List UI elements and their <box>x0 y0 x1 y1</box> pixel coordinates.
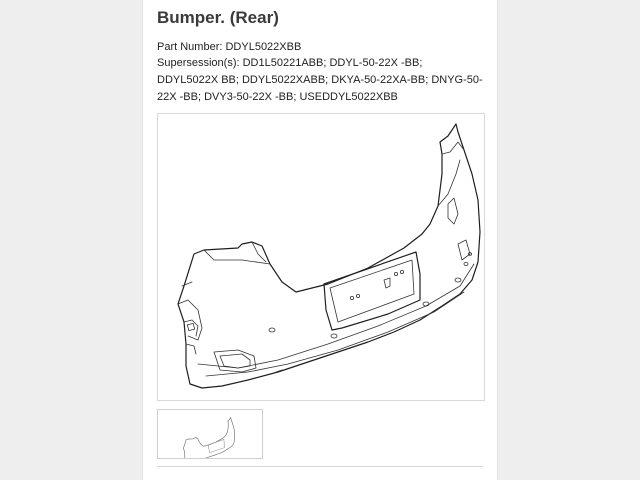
supersession-line <box>157 55 483 106</box>
main-product-image[interactable] <box>157 113 485 401</box>
supersession-values: DD1L50221ABB; DDYL-50-22X -BB; DDYL5022X BB; DDYL5022XABB; DKYA-50-22XA-BB; DNYG-50-22X -BB; DVY3-50-22X -BB; USEDDYL5022XBB <box>157 57 483 103</box>
supersession-label: Supersession(s): <box>157 57 240 69</box>
part-number-line <box>157 40 485 55</box>
part-number-value: DDYL5022XBB <box>225 41 302 53</box>
rear-bumper-thumbnail-icon <box>158 410 262 458</box>
product-title: Bumper. (Rear) <box>157 8 279 27</box>
part-number-label: Part Number: <box>157 41 223 53</box>
section-divider <box>157 466 483 467</box>
rear-bumper-diagram-icon <box>158 114 484 400</box>
product-thumbnail[interactable] <box>157 409 263 459</box>
product-card <box>142 0 498 480</box>
